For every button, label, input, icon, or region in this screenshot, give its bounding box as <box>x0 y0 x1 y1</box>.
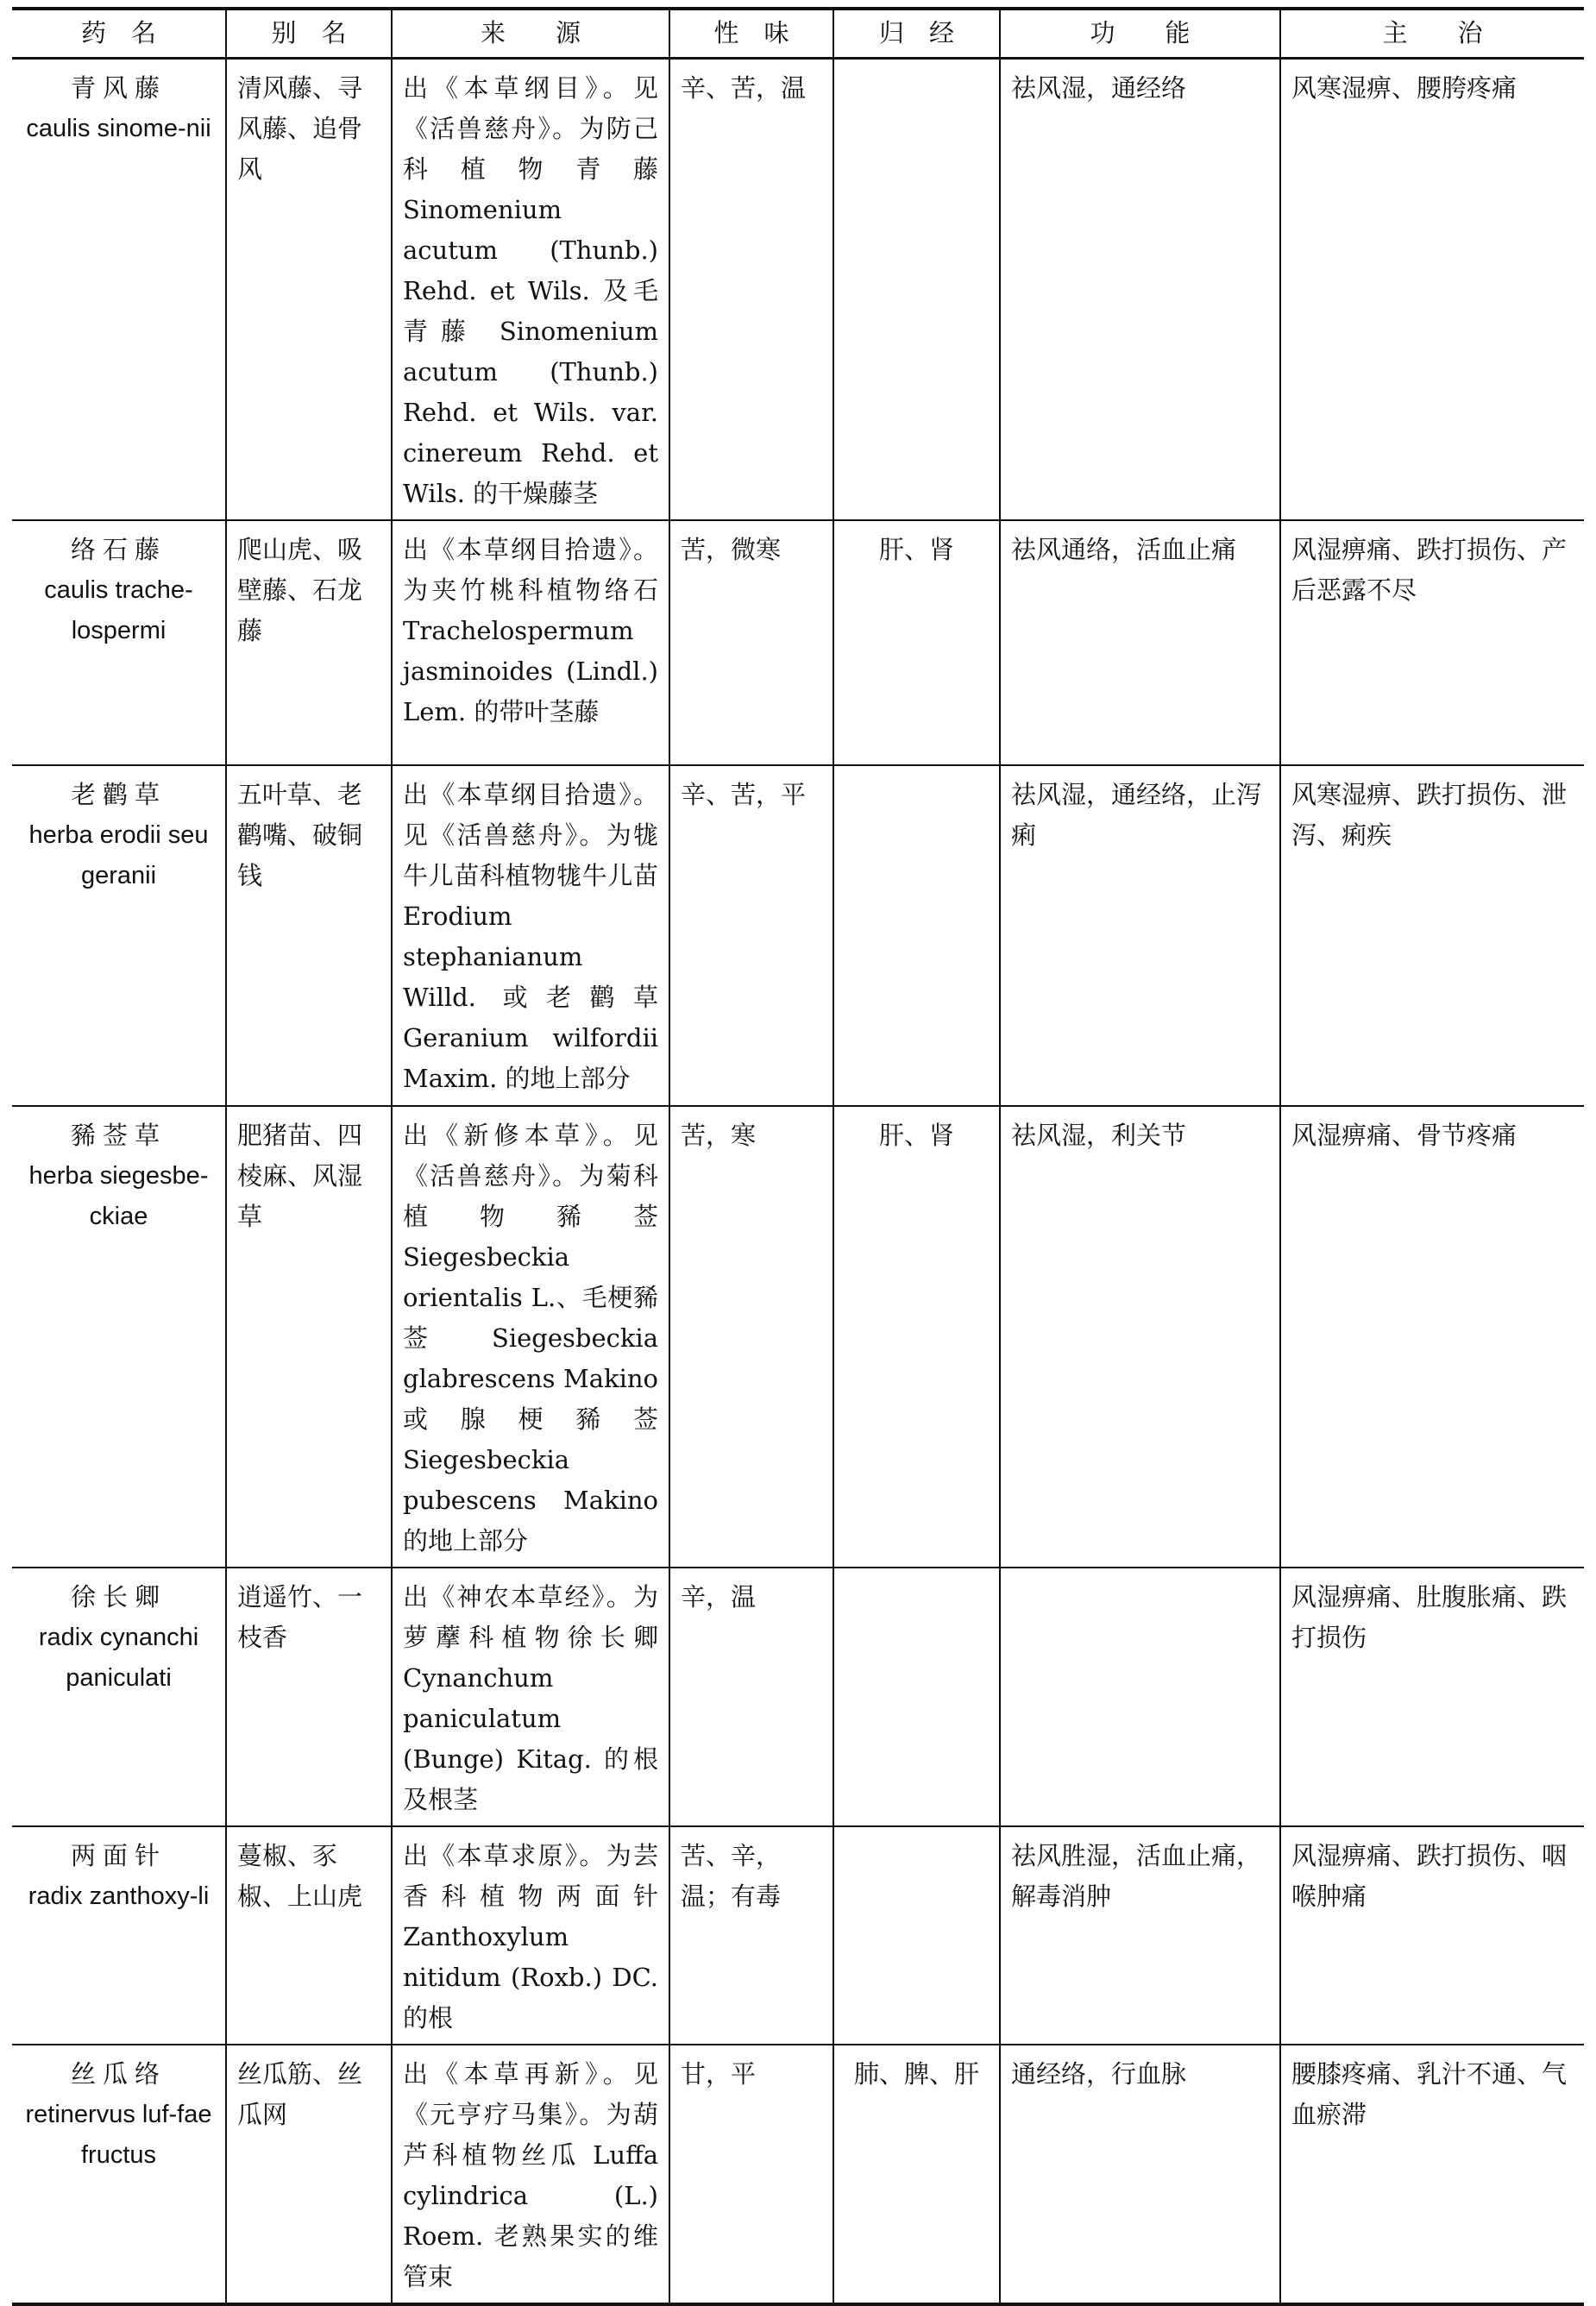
property-cell: 苦，微寒 <box>669 520 833 765</box>
indication-cell: 腰膝疼痛、乳汁不通、气血瘀滞 <box>1280 2045 1584 2304</box>
alias-cell: 清风藤、寻风藤、追骨风 <box>226 58 392 520</box>
meridian-cell: 肝、肾 <box>833 520 1000 765</box>
table-row <box>12 1826 1584 2045</box>
function-cell: 祛风胜湿，活血止痛，解毒消肿 <box>1000 1826 1280 2045</box>
herb-name-cell <box>12 1826 226 2045</box>
meridian-cell <box>833 765 1000 1106</box>
herb-table <box>12 7 1584 2306</box>
herb-name-chinese: 豨莶草 <box>70 1120 167 1150</box>
table-row <box>12 58 1584 520</box>
herb-name-latin: herba siegesbe-ckiae <box>28 1161 209 1230</box>
header-row <box>12 9 1584 58</box>
indication-cell: 风寒湿痹、腰胯疼痛 <box>1280 58 1584 520</box>
header-property: 性 味 <box>669 9 833 58</box>
herb-name-latin: radix zanthoxy-li <box>28 1882 210 1910</box>
function-cell: 通经络，行血脉 <box>1000 2045 1280 2304</box>
alias-cell: 五叶草、老鹳嘴、破铜钱 <box>226 765 392 1106</box>
herb-name-latin: caulis sinome-nii <box>26 114 211 142</box>
meridian-cell <box>833 1826 1000 2045</box>
indication-cell: 风寒湿痹、跌打损伤、泄泻、痢疾 <box>1280 765 1584 1106</box>
table-row <box>12 765 1584 1106</box>
header-source: 来 源 <box>392 9 669 58</box>
property-cell: 辛，温 <box>669 1568 833 1826</box>
property-cell: 辛、苦，温 <box>669 58 833 520</box>
alias-cell: 肥猪苗、四棱麻、风湿草 <box>226 1106 392 1568</box>
header-function: 功 能 <box>1000 9 1280 58</box>
header-name: 药 名 <box>12 9 226 58</box>
source-cell: 出《本草纲目拾遗》。为夹竹桃科植物络石 Trachelospermum jasminoides (Lindl.) Lem. 的带叶茎藤 <box>392 520 669 765</box>
meridian-cell: 肝、肾 <box>833 1106 1000 1568</box>
function-cell <box>1000 1568 1280 1826</box>
herb-name-chinese: 老鹳草 <box>70 779 167 809</box>
alias-cell: 逍遥竹、一枝香 <box>226 1568 392 1826</box>
herb-name-latin: caulis trache-lospermi <box>44 575 193 644</box>
table-row <box>12 520 1584 765</box>
alias-cell: 蔓椒、豕椒、上山虎 <box>226 1826 392 2045</box>
source-cell: 出《新修本草》。见《活兽慈舟》。为菊科植物豨莶 Siegesbeckia orientalis L.、毛梗豨莶 Siegesbeckia glabrescens Makino 或腺梗豨莶 Siegesbeckia pubescens Makino 的地上部分 <box>392 1106 669 1568</box>
indication-cell: 风湿痹痛、骨节疼痛 <box>1280 1106 1584 1568</box>
property-cell: 苦，寒 <box>669 1106 833 1568</box>
function-cell: 祛风湿，利关节 <box>1000 1106 1280 1568</box>
function-cell: 祛风通络，活血止痛 <box>1000 520 1280 765</box>
herb-name-chinese: 青风藤 <box>70 72 167 103</box>
herb-name-cell <box>12 58 226 520</box>
property-cell: 苦、辛，温；有毒 <box>669 1826 833 2045</box>
header-alias: 别 名 <box>226 9 392 58</box>
alias-cell: 丝瓜筋、丝瓜网 <box>226 2045 392 2304</box>
herb-name-latin: herba erodii seu geranii <box>28 820 209 889</box>
meridian-cell: 肺、脾、肝 <box>833 2045 1000 2304</box>
source-cell: 出《神农本草经》。为萝藦科植物徐长卿 Cynanchum paniculatum (Bunge) Kitag. 的根及根茎 <box>392 1568 669 1826</box>
header-indication: 主 治 <box>1280 9 1584 58</box>
alias-cell: 爬山虎、吸壁藤、石龙藤 <box>226 520 392 765</box>
source-cell: 出《本草纲目拾遗》。见《活兽慈舟》。为牻牛儿苗科植物牻牛儿苗 Erodium stephanianum Willd. 或老鹳草 Geranium wilfordii Maxim. 的地上部分 <box>392 765 669 1106</box>
property-cell: 甘，平 <box>669 2045 833 2304</box>
herb-name-latin: radix cynanchi paniculati <box>38 1623 199 1692</box>
indication-cell: 风湿痹痛、肚腹胀痛、跌打损伤 <box>1280 1568 1584 1826</box>
herb-name-cell <box>12 2045 226 2304</box>
herb-name-chinese: 两面针 <box>70 1840 167 1870</box>
herb-name-cell <box>12 1106 226 1568</box>
source-cell: 出《本草纲目》。见《活兽慈舟》。为防己科植物青藤 Sinomenium acutum (Thunb.) Rehd. et Wils. 及毛青藤 Sinomenium acutum (Thunb.) Rehd. et Wils. var. cinereum Rehd. et Wils. 的干燥藤茎 <box>392 58 669 520</box>
header-meridian: 归 经 <box>833 9 1000 58</box>
herb-name-chinese: 络石藤 <box>70 534 167 564</box>
meridian-cell <box>833 58 1000 520</box>
function-cell: 祛风湿，通经络，止泻痢 <box>1000 765 1280 1106</box>
herb-name-chinese: 丝瓜络 <box>70 2058 167 2089</box>
property-cell: 辛、苦，平 <box>669 765 833 1106</box>
meridian-cell <box>833 1568 1000 1826</box>
herb-name-latin: retinervus luf-fae fructus <box>25 2100 212 2169</box>
herb-name-cell <box>12 765 226 1106</box>
source-cell: 出《本草求原》。为芸香科植物两面针 Zanthoxylum nitidum (Roxb.) DC. 的根 <box>392 1826 669 2045</box>
table-row <box>12 1106 1584 1568</box>
herb-name-chinese: 徐长卿 <box>70 1581 167 1612</box>
table-row <box>12 1568 1584 1826</box>
table-row <box>12 2045 1584 2304</box>
indication-cell: 风湿痹痛、跌打损伤、产后恶露不尽 <box>1280 520 1584 765</box>
herb-name-cell <box>12 1568 226 1826</box>
function-cell: 祛风湿，通经络 <box>1000 58 1280 520</box>
herb-name-cell <box>12 520 226 765</box>
source-cell: 出《本草再新》。见《元亨疗马集》。为葫芦科植物丝瓜 Luffa cylindrica (L.) Roem. 老熟果实的维管束 <box>392 2045 669 2304</box>
indication-cell: 风湿痹痛、跌打损伤、咽喉肿痛 <box>1280 1826 1584 2045</box>
